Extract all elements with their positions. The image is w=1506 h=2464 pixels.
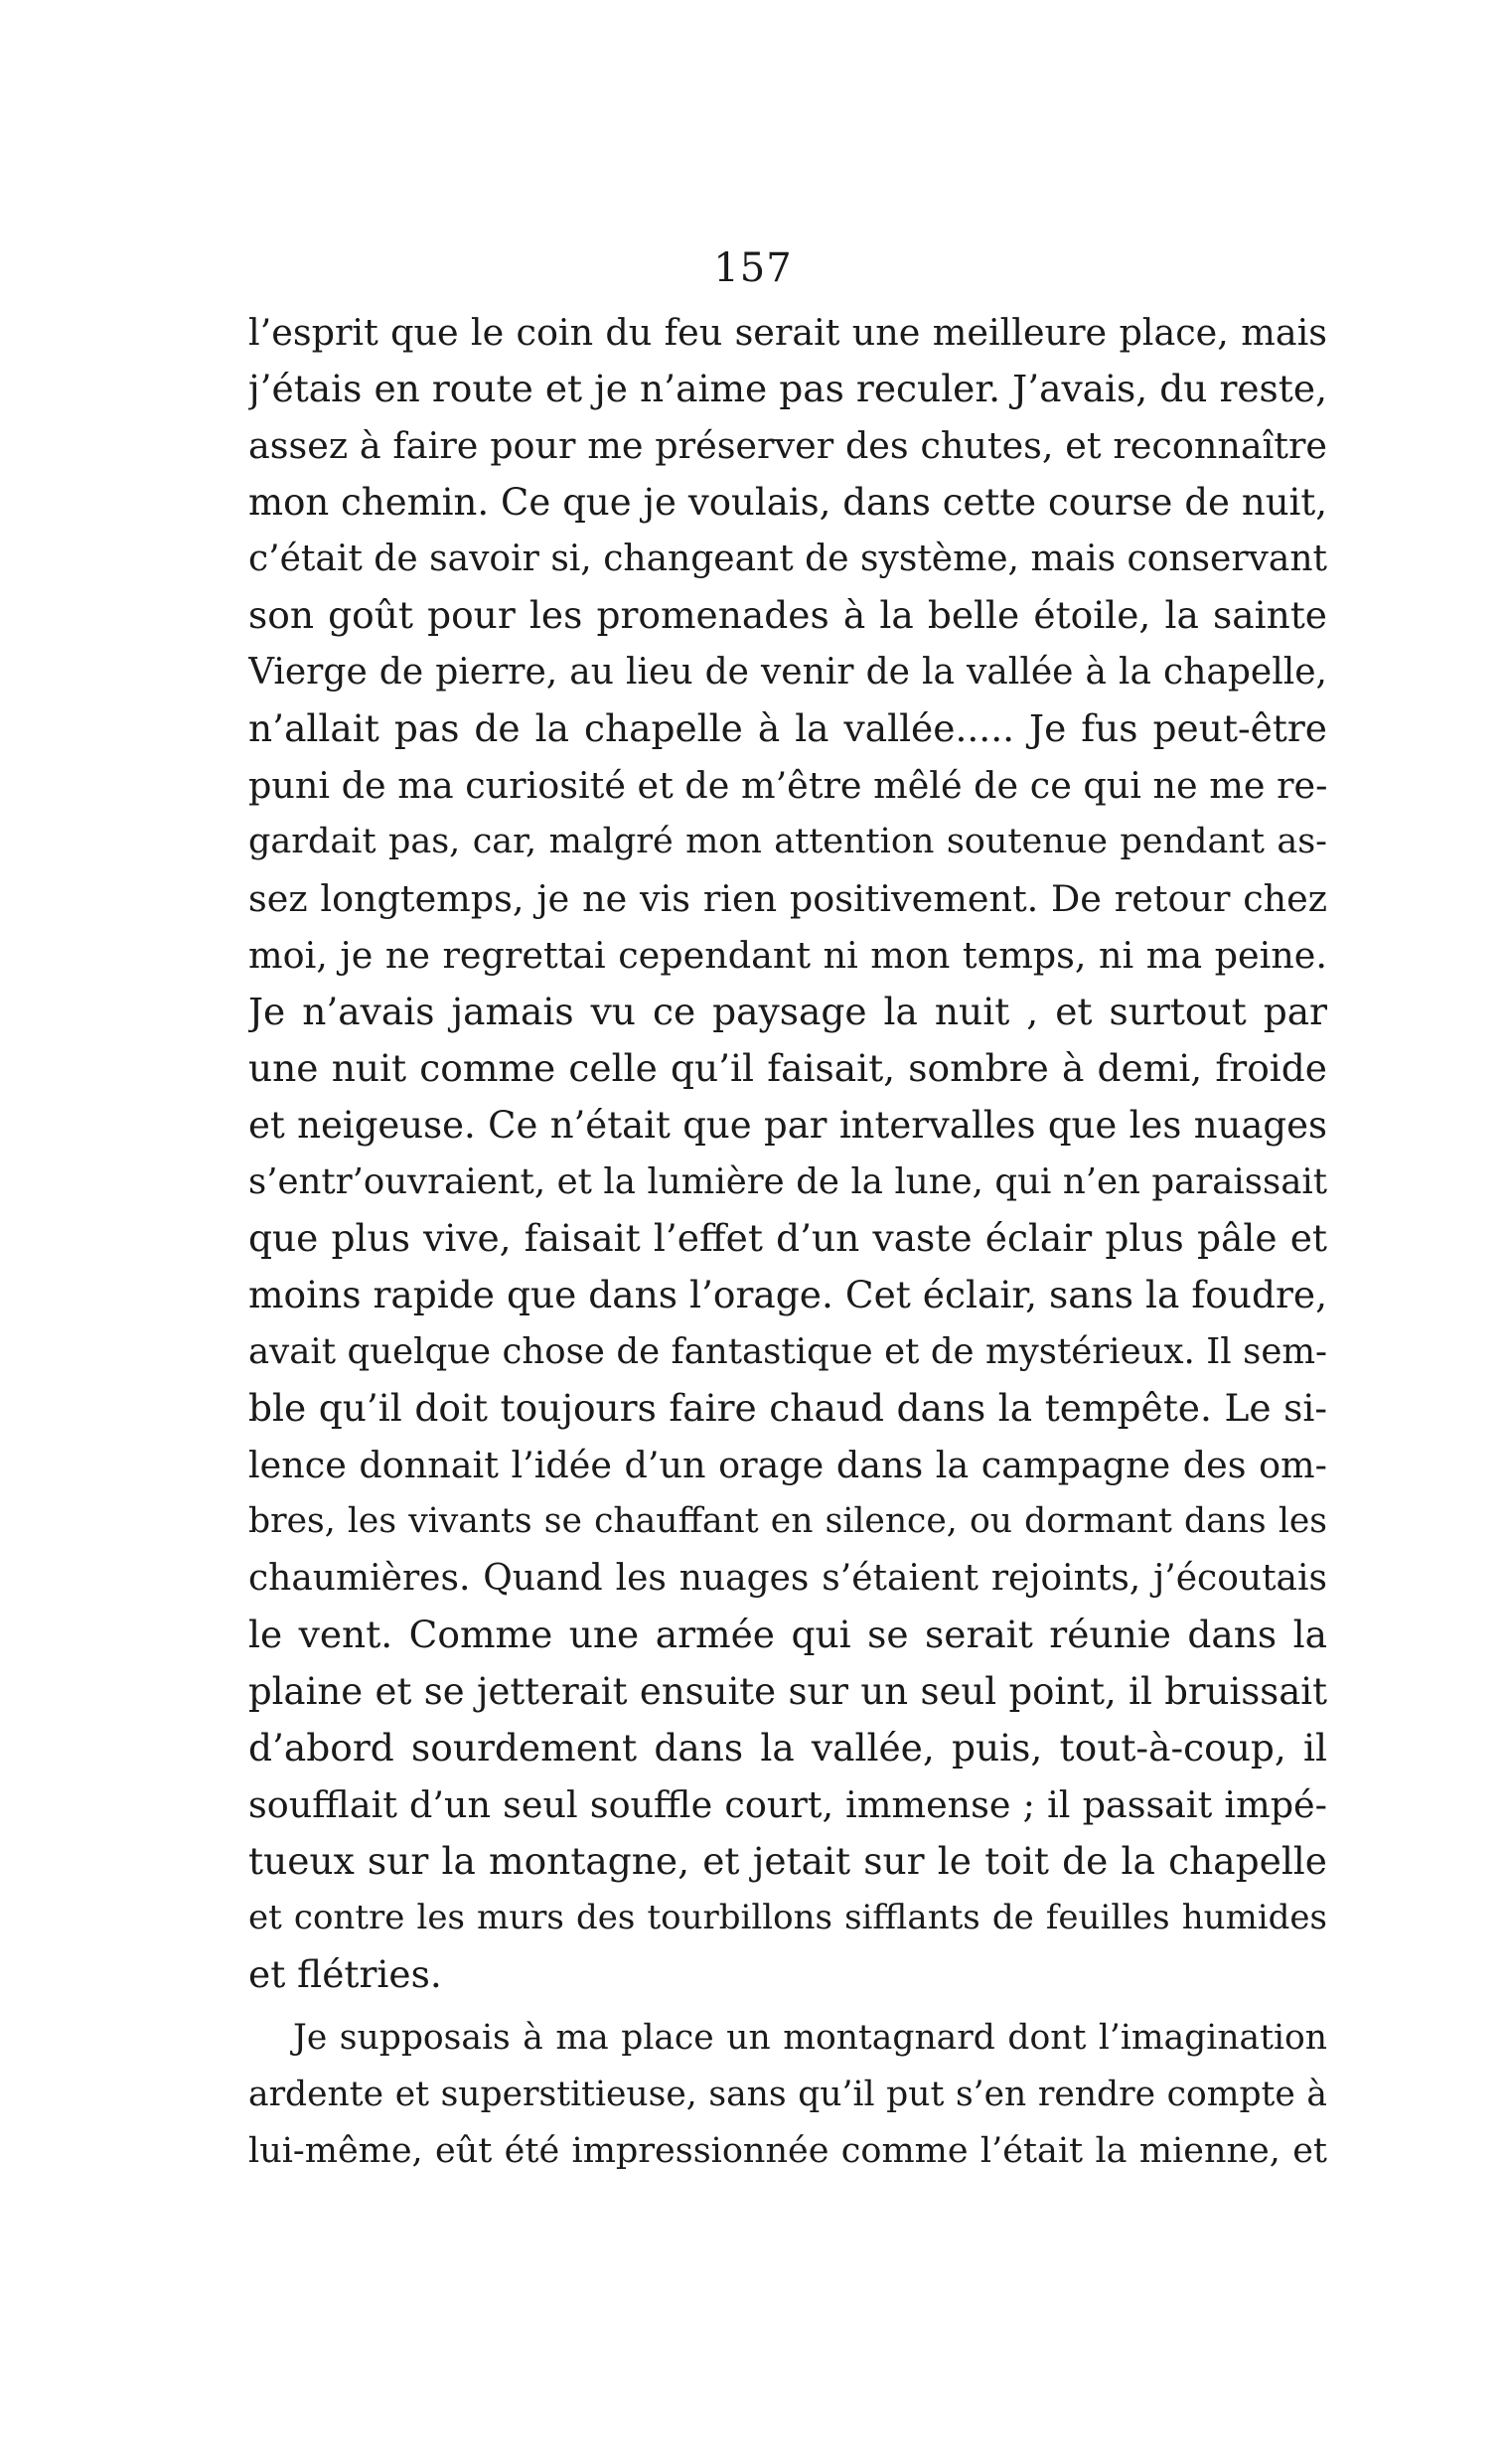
text-line: sez longtemps, je ne vis rien positivement. De retour chez [248,877,1327,920]
text-line: plaine et se jetterait ensuite sur un seul point, il bruissait [248,1670,1327,1713]
text-line: soufflait d’un seul souffle court, immense ; il passait impé- [248,1783,1327,1826]
body-text [248,304,1327,2180]
text-line: et neigeuse. Ce n’était que par intervalles que les nuages [248,1104,1327,1147]
text-line: et contre les murs des tourbillons sifflants de feuilles humides [248,1898,1327,1937]
text-line: l’esprit que le coin du feu serait une meilleure place, mais [248,311,1327,354]
text-line: tueux sur la montagne, et jetait sur le toit de la chapelle [248,1839,1327,1883]
text-line: ardente et superstitieuse, sans qu’il put s’en rendre compte à [248,2075,1327,2114]
text-line: puni de ma curiosité et de m’être mêlé de ce qui ne me re- [248,764,1327,807]
paragraph-gap [248,2003,1327,2010]
text-line: le vent. Comme une armée qui se serait réunie dans la [248,1613,1327,1656]
text-line: d’abord sourdement dans la vallée, puis, tout-à-coup, il [248,1726,1327,1770]
text-line: et flétries. [248,1952,442,1996]
text-line: lence donnait l’idée d’un orage dans la campagne des om- [248,1444,1327,1486]
text-line: Vierge de pierre, au lieu de venir de la vallée à la chapelle, [248,652,1327,693]
text-line: son goût pour les promenades à la belle étoile, la sainte [248,593,1327,637]
text-line: que plus vive, faisait l’effet d’un vaste éclair plus pâle et [248,1216,1327,1260]
text-line: lui-même, eût été impressionnée comme l’était la mienne, et [248,2131,1327,2171]
text-line: Je supposais à ma place un montagnard dont l’imagination [293,2018,1327,2058]
text-line: moi, je ne regrettai cependant ni mon temps, ni ma peine. [248,934,1327,977]
text-line: n’allait pas de la chapelle à la vallée..... Je fus peut-être [248,706,1327,750]
text-line: avait quelque chose de fantastique et de mystérieux. Il sem- [248,1331,1327,1372]
text-line: c’était de savoir si, changeant de système, mais conservant [248,539,1327,579]
paragraph-2 [248,2010,1327,2180]
text-line: moins rapide que dans l’orage. Cet éclair, sans la foudre, [248,1273,1327,1316]
text-line: j’étais en route et je n’aime pas reculer. J’avais, du reste, [248,367,1327,410]
text-line: Je n’avais jamais vu ce paysage la nuit , et surtout par [248,990,1327,1033]
text-line: bres, les vivants se chauffant en silence, ou dormant dans les [248,1501,1327,1541]
text-line: une nuit comme celle qu’il faisait, sombre à demi, froide [248,1046,1327,1090]
paragraph-1 [248,304,1327,2003]
text-line: s’entr’ouvraient, et la lumière de la lune, qui n’en paraissait [248,1161,1327,1202]
text-line: gardait pas, car, malgré mon attention soutenue pendant as- [248,822,1327,861]
text-line: mon chemin. Ce que je voulais, dans cette course de nuit, [248,481,1327,524]
text-line: chaumières. Quand les nuages s’étaient rejoints, j’écoutais [248,1558,1327,1599]
text-line: assez à faire pour me préserver des chutes, et reconnaître [248,424,1327,467]
page-number: 157 [713,245,793,291]
text-line: ble qu’il doit toujours faire chaud dans la tempête. Le si- [248,1386,1327,1430]
